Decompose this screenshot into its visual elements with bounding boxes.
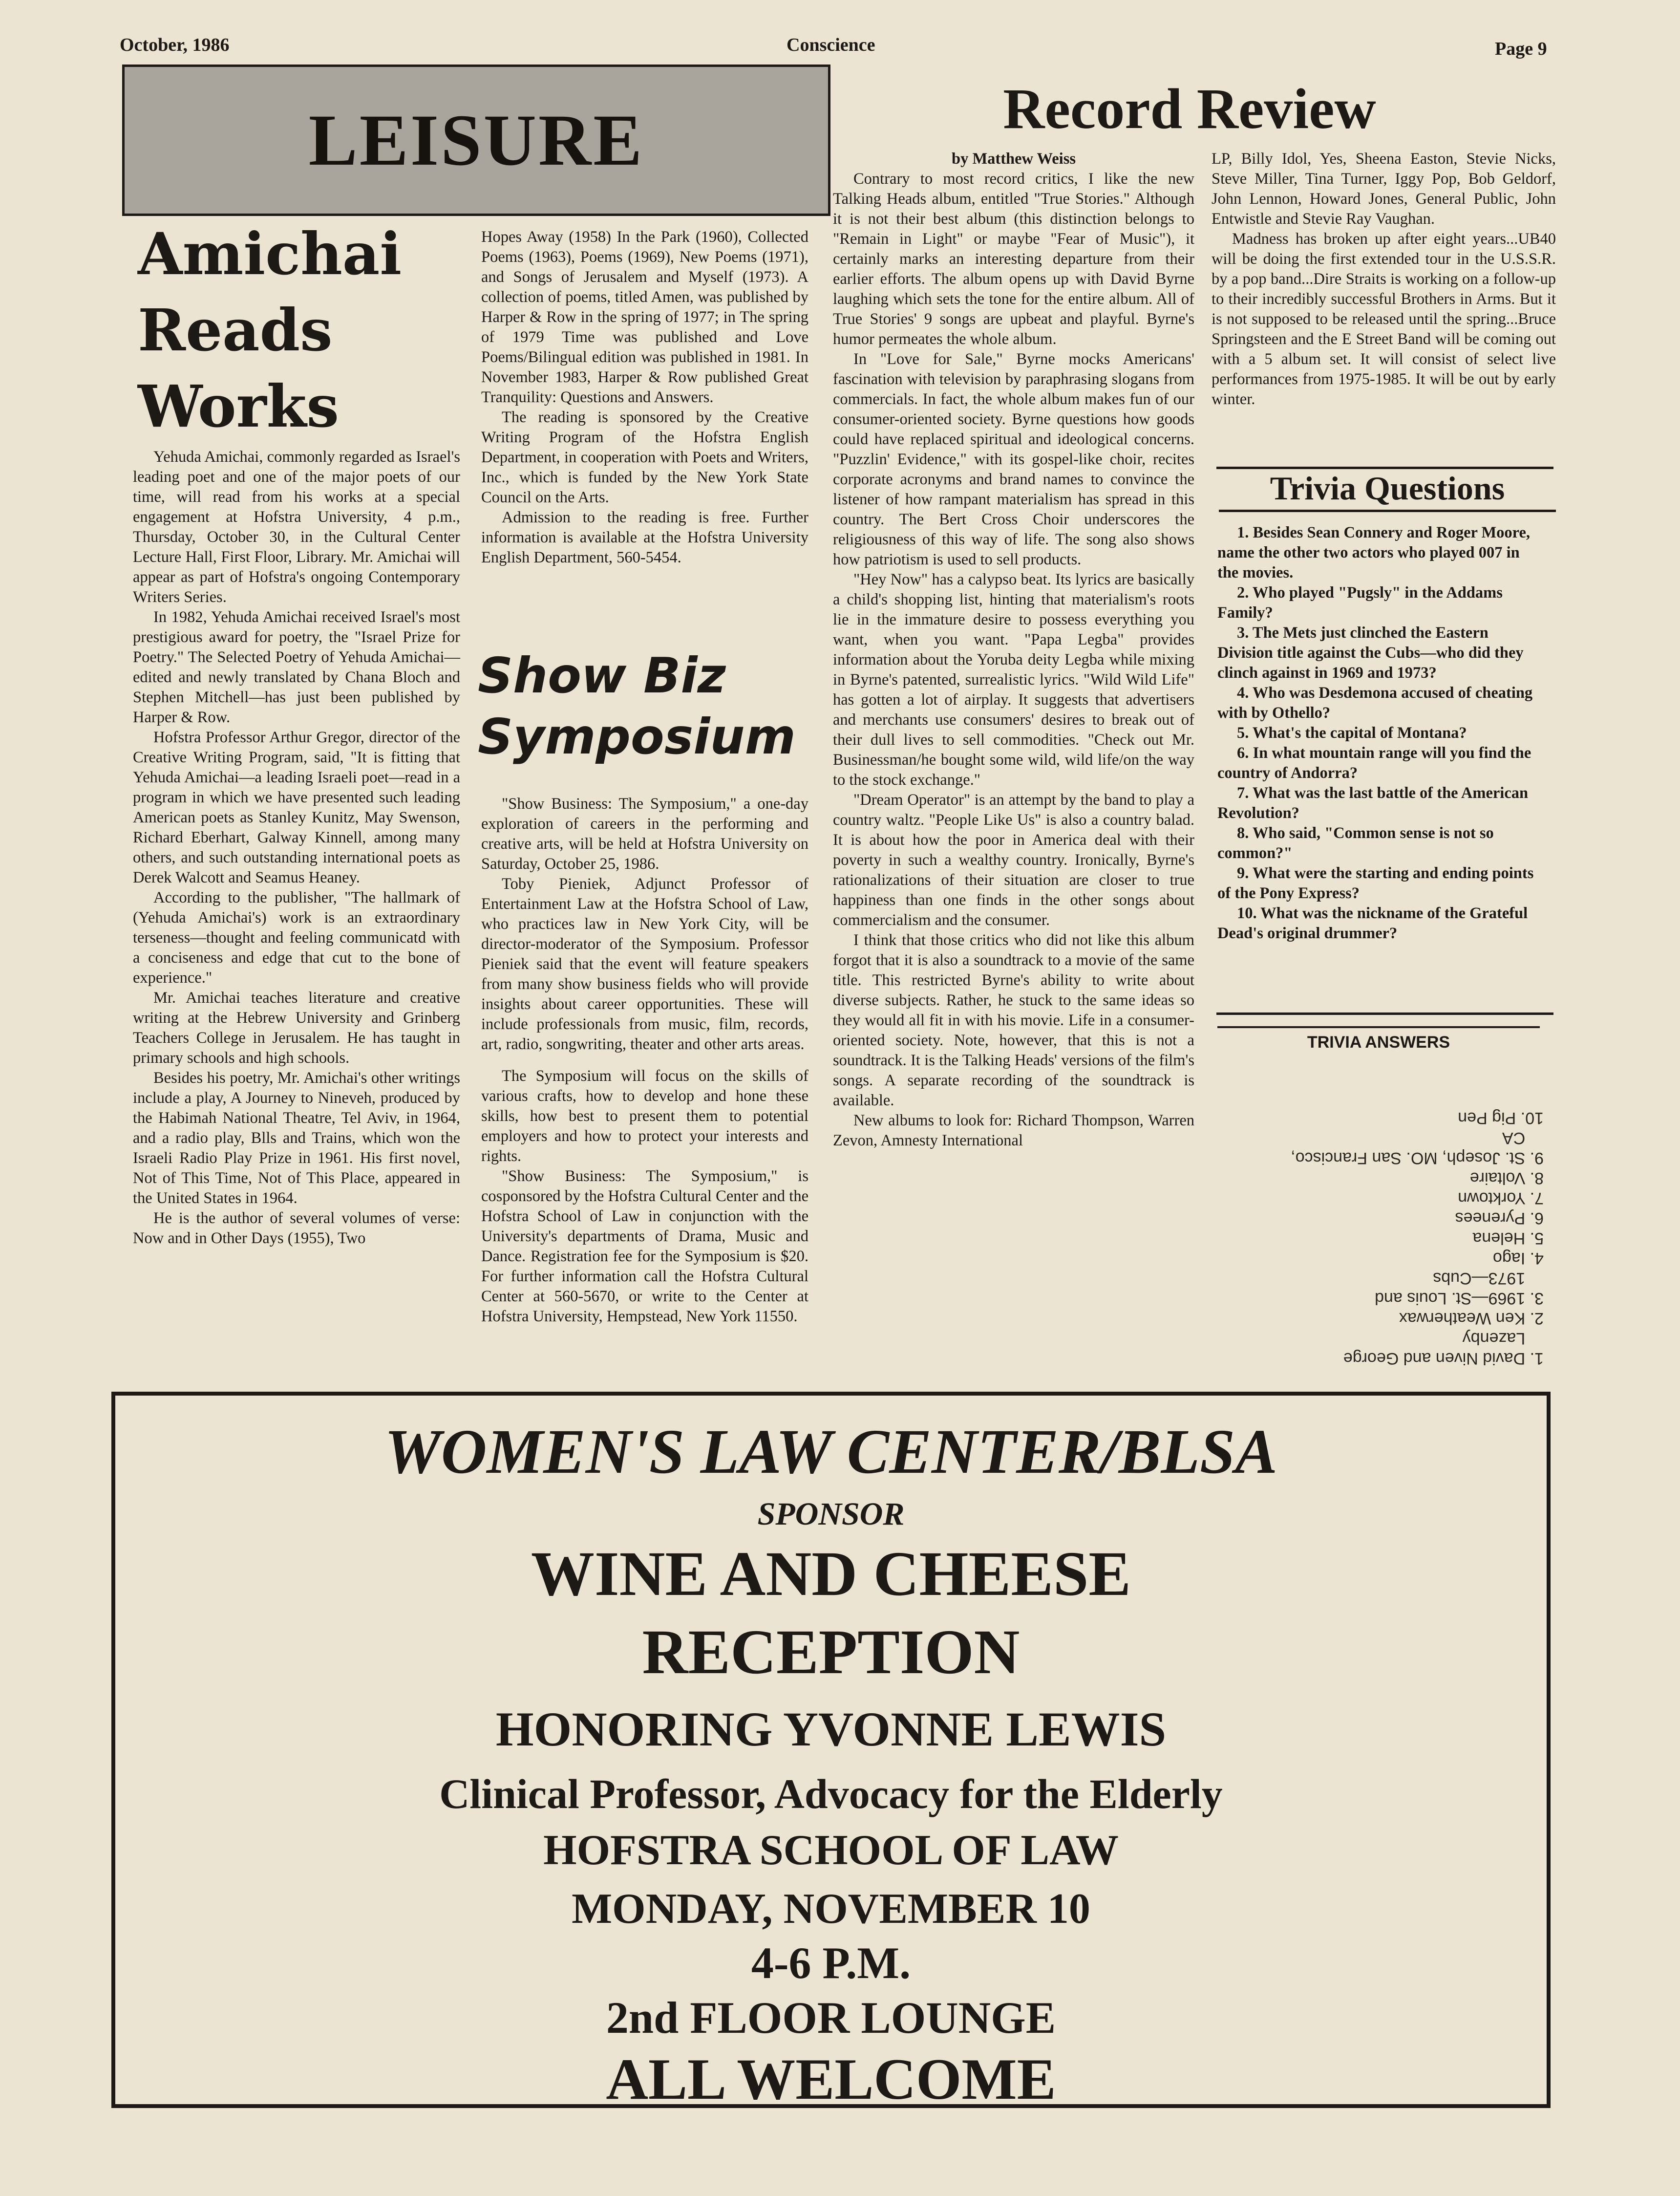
trivia-question: 4. Who was Desdemona accused of cheating with by Othello?: [1217, 684, 1533, 722]
trivia-question: 8. Who said, "Common sense is not so common?": [1217, 824, 1494, 862]
trivia-answer: 6. Pyrenees: [1455, 1209, 1544, 1227]
record-review-headline: Record Review: [1003, 77, 1376, 141]
amichai-column-2: [481, 227, 808, 568]
trivia-question: 2. Who played "Pugsly" in the Addams Family?: [1217, 584, 1503, 622]
paragraph: "Show Business: The Symposium," is cosponsored by the Hofstra Cultural Center and the Hofstra School of Law in conjunction with the University's departments of Drama, Music and Dance. Registration fee for the Symposium is $20. For further information call the Hofstra Cultural Center at 560-5670, or write to the Center at Hofstra University, Hempstead, New York 11550.: [481, 1167, 808, 1325]
showbiz-column: [481, 794, 808, 1327]
record-review-column-1: [833, 149, 1194, 1151]
showbiz-headline: [478, 645, 829, 767]
trivia-answer: 1973—Cubs: [1433, 1269, 1544, 1288]
trivia-answer: 3. 1969—St. Louis and: [1375, 1289, 1544, 1308]
trivia-question: 9. What were the starting and ending points of the Pony Express?: [1217, 864, 1534, 902]
trivia-answer: CA: [1502, 1129, 1544, 1147]
paragraph: Madness has broken up after eight years...UB40 will be doing the first extended tour in the U.S.S.R. by a pop band...Dire Straits is working on a follow-up to their incredibly successful Brothers in Arms. But it is not supposed to be released until the spring...Bruce Springsteen and the E Street Band will be coming out with a 5 album set. It will consist of select live performances from 1975-1985. It will be out by early winter.: [1212, 230, 1556, 408]
paragraph: Admission to the reading is free. Further information is available at the Hofstra University English Department, 560-5454.: [481, 509, 808, 566]
amichai-column-1: [133, 447, 460, 1249]
trivia-answers-upside-down: [1192, 1075, 1544, 1368]
leisure-banner: [122, 65, 830, 216]
paragraph: He is the author of several volumes of verse: Now and in Other Days (1955), Two: [133, 1209, 460, 1247]
trivia-answer: 1. David Niven and George: [1343, 1349, 1544, 1368]
paper-name: Conscience: [787, 35, 875, 55]
paragraph: Toby Pieniek, Adjunct Professor of Entertainment Law at the Hofstra School of Law, who practices law in New York City, will be director-moderator of the Symposium. Professor Pieniek said that the event will feature speakers from many show business fields who will provide insights about career opportunities. These will include professionals from music, film, records, art, radio, songwriting, theater and other arts areas.: [481, 875, 808, 1053]
paragraph: According to the publisher, "The hallmark of (Yehuda Amichai's) work is an extraordinary terseness—thought and feeling communicatd with a conciseness and edge that cut to the bone of experience.": [133, 889, 460, 987]
paragraph: Besides his poetry, Mr. Amichai's other writings include a play, A Journey to Nineveh, produced by the Habimah National Theatre, Tel Aviv, in 1964, and a radio play, Blls and Trains, which won the Israeli Radio Play Prize in 1961. His first novel, Not of This Time, Not of This Place, appeared in the United States in 1964.: [133, 1069, 460, 1207]
ad-time: 4-6 P.M.: [751, 1938, 911, 1988]
ad-honoree-title: Clinical Professor, Advocacy for the Elderly: [439, 1770, 1223, 1817]
leisure-label: LEISURE: [308, 100, 644, 181]
paragraph: "Hey Now" has a calypso beat. Its lyrics are basically a child's shopping list, hinting that materialism's roots lie in the immature desire to possess everything you want, when you want. "Papa Legba" provides information about the Yoruba deity Legba while mixing in Byrne's patented, surrealistic lyrics. "Wild Wild Life" has gotten a lot of airplay. It suggests that advertisers and merchants use consumers' desires to break out of their dull lives to sell commodities. "Check out Mr. Businessman/he bought some wild, wild life/on the way to the stock exchange.": [833, 571, 1194, 789]
ad-venue: HOFSTRA SCHOOL OF LAW: [543, 1827, 1119, 1874]
trivia-headline: Trivia Questions: [1219, 469, 1556, 512]
record-review-column-2: [1212, 149, 1556, 409]
ad-date: MONDAY, NOVEMBER 10: [572, 1885, 1090, 1933]
page-number: Page 9: [1495, 39, 1547, 59]
paragraph: I think that those critics who did not like this album forgot that it is also a soundtrack to a movie of the same title. This restricted Byrne's ability to write about diverse subjects. Rather, he stuck to the same ideas so they would all fit in with his movie. Life in a consumer-oriented society. Note, however, that this is not a soundtrack. It is the Talking Heads' versions of the film's songs. A separate recording of the soundtrack is available.: [833, 931, 1194, 1109]
trivia-answers-heading: TRIVIA ANSWERS: [1217, 1026, 1540, 1052]
trivia-answer: 2. Ken Weatherwax: [1399, 1309, 1544, 1328]
ad-event-title: WINE AND CHEESE: [531, 1539, 1131, 1609]
ad-honoree: HONORING YVONNE LEWIS: [495, 1702, 1167, 1756]
paragraph: Mr. Amichai teaches literature and creative writing at the Hebrew University and Grinberg Teachers College in Jerusalem. He has taught in primary schools and high schools.: [133, 989, 460, 1067]
headline-line: Reads: [138, 296, 333, 364]
ad-welcome: ALL WELCOME: [606, 2046, 1056, 2111]
ad-sponsor-label: SPONSOR: [757, 1496, 905, 1532]
trivia-answer: 7. Yorktown: [1458, 1189, 1544, 1207]
trivia-question: 6. In what mountain range will you find the country of Andorra?: [1217, 744, 1531, 782]
amichai-headline: [138, 216, 411, 445]
advertisement-box: [111, 1392, 1551, 2111]
paragraph: In 1982, Yehuda Amichai received Israel's most prestigious award for poetry, the "Israel Prize for Poetry." The Selected Poetry of Yehuda Amichai—edited and newly translated by Chana Bloch and Stephen Mitchell—has just been published by Harper & Row.: [133, 608, 460, 726]
trivia-question: 3. The Mets just clinched the Eastern Division title against the Cubs—who did they clinch against in 1969 and 1973?: [1217, 624, 1524, 682]
byline: by Matthew Weiss: [952, 150, 1076, 168]
headline-line: Show Biz: [478, 647, 726, 704]
paragraph: LP, Billy Idol, Yes, Sheena Easton, Stevie Nicks, Steve Miller, Tina Turner, Iggy Pop, Bob Geldorf, John Lennon, Howard Jones, General Public, John Entwistle and Stevie Ray Vaughan.: [1212, 150, 1556, 228]
trivia-questions: [1217, 523, 1540, 944]
trivia-question: 7. What was the last battle of the American Revolution?: [1217, 784, 1529, 822]
trivia-question: 1. Besides Sean Connery and Roger Moore, name the other two actors who played 007 in the movies.: [1217, 524, 1531, 581]
paragraph: The reading is sponsored by the Creative Writing Program of the Hofstra English Department, in cooperation with Poets and Writers, Inc., which is funded by the New York State Council on the Arts.: [481, 409, 808, 506]
ad-event-subtitle: RECEPTION: [642, 1617, 1020, 1687]
paragraph: Contrary to most record critics, I like the new Talking Heads album, entitled "True Stories." Although it is not their best album (this distinction belongs to "Remain in Light" or maybe "Fear of Music"), it certainly marks an interesting departure from their earlier efforts. The album opens up with David Byrne laughing which sets the tone for the entire album. All of True Stories' 9 songs are upbeat and playful. Byrne's humor permeates the whole album.: [833, 170, 1194, 348]
headline-line: Amichai: [138, 220, 402, 288]
paragraph: The Symposium will focus on the skills of various crafts, how to develop and hone these skills, how best to present them to potential employers and how to protect your interests and rights.: [481, 1067, 808, 1165]
paragraph: "Dream Operator" is an attempt by the band to play a country waltz. "People Like Us" is also a country balad. It is about how the poor in America deal with their poverty in such a wealthy country. Ironically, Byrne's rationalizations of their situation are closer to true happiness than one finds in the other songs about commercialism and the consumer.: [833, 791, 1194, 929]
trivia-answer: 9. St. Joseph, MO. San Francisco,: [1291, 1149, 1544, 1167]
ad-location: 2nd FLOOR LOUNGE: [606, 1993, 1056, 2043]
issue-date: October, 1986: [120, 35, 230, 55]
trivia-question: 10. What was the nickname of the Grateful Dead's original drummer?: [1217, 904, 1528, 942]
trivia-answer: 5. Helena: [1472, 1229, 1544, 1248]
headline-line: Works: [138, 372, 339, 440]
paragraph: Hopes Away (1958) In the Park (1960), Collected Poems (1963), Poems (1969), New Poems (1971), and Songs of Jerusalem and Myself (1973). A collection of poems, titled Amen, was published by Harper & Row in the spring of 1977; in The spring of 1979 Time was published and Love Poems/Bilingual edition was published in 1981. In November 1983, Harper & Row published Great Tranquility: Questions and Answers.: [481, 228, 808, 406]
paragraph: In "Love for Sale," Byrne mocks Americans' fascination with television by paraphrasing slogans from commercials. In fact, the whole album makes fun of our consumer-oriented society. Byrne questions how goods could have replaced spiritual and ideological concerns. "Puzzlin' Evidence," with its gospel-like choir, recites corporate acronyms and brand names to convince the listener of how rampant materialism has spread in this country. The Bert Cross Choir underscores the religiousness of this way of life. The song also shows how patriotism is used to sell products.: [833, 350, 1194, 568]
trivia-answer: 10. Pig Pen: [1458, 1109, 1544, 1127]
trivia-question: 5. What's the capital of Montana?: [1237, 724, 1467, 742]
divider: [1216, 1012, 1553, 1015]
headline-line: Symposium: [478, 708, 796, 765]
paragraph: New albums to look for: Richard Thompson, Warren Zevon, Amnesty International: [833, 1112, 1194, 1149]
trivia-answer: 4. Iago: [1493, 1249, 1544, 1268]
trivia-answer: 8. Voltaire: [1469, 1169, 1544, 1187]
trivia-answer: Lazenby: [1462, 1329, 1544, 1348]
paragraph: Hofstra Professor Arthur Gregor, director of the Creative Writing Program, said, "It is fitting that Yehuda Amichai—a leading Israeli poet—read in a program in which we have presented such leading American poets as Stanley Kunitz, May Swenson, Richard Eberhart, Galway Kinnell, among many others, and such outstanding international poets as Derek Walcott and Seamus Heaney.: [133, 729, 460, 886]
paragraph: Yehuda Amichai, commonly regarded as Israel's leading poet and one of the major poets of our time, will read from his works at a special engagement at Hofstra University, 4 p.m., Thursday, October 30, in the Cultural Center Lecture Hall, First Floor, Library. Mr. Amichai will appear as part of Hofstra's ongoing Contemporary Writers Series.: [133, 448, 460, 606]
ad-sponsor-name: WOMEN'S LAW CENTER/BLSA: [384, 1417, 1277, 1487]
paragraph: "Show Business: The Symposium," a one-day exploration of careers in the performing and creative arts, will be held at Hofstra University on Saturday, October 25, 1986.: [481, 795, 808, 873]
